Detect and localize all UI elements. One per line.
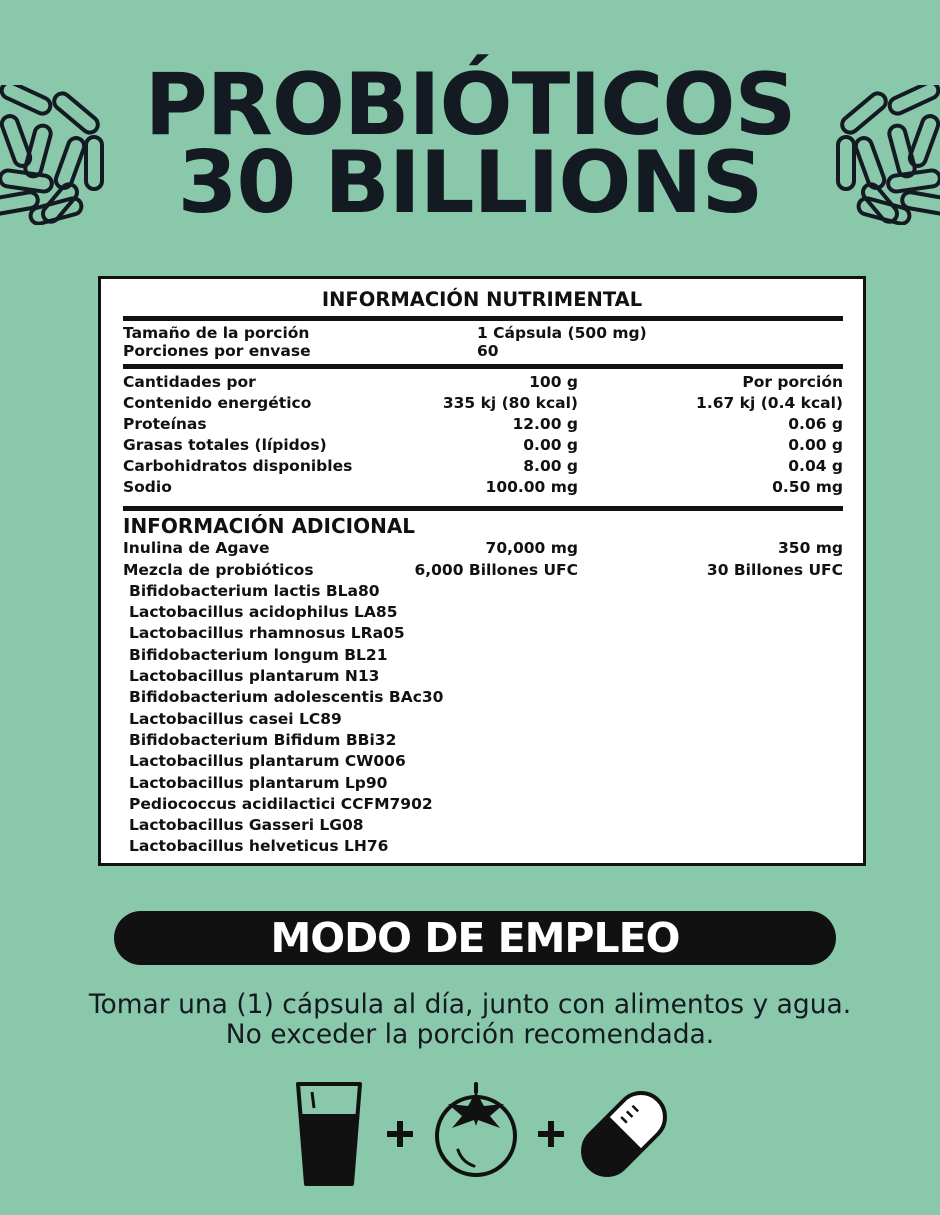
additional-info-title: INFORMACIÓN ADICIONAL — [123, 514, 416, 538]
additional-label: Inulina de Agave — [123, 539, 270, 557]
plus-icon — [538, 1121, 564, 1147]
nutrient-per-serving: 0.50 mg — [772, 478, 843, 496]
nutrient-label: Proteínas — [123, 415, 207, 433]
nutrient-label: Carbohidratos disponibles — [123, 457, 353, 475]
nutrient-per-serving: 0.04 g — [788, 457, 843, 475]
nutrition-row — [123, 477, 843, 498]
nutrition-row — [123, 456, 843, 477]
nutrient-label: Contenido energético — [123, 394, 312, 412]
tomato-icon — [437, 1084, 515, 1175]
nutrient-per100: 12.00 g — [512, 415, 578, 433]
serving-size-label: Tamaño de la porción — [123, 324, 310, 342]
nutrition-row — [123, 435, 843, 456]
water-glass-icon — [298, 1084, 360, 1184]
nutrition-facts-panel — [98, 276, 866, 866]
additional-row — [123, 538, 843, 559]
nutrient-label: Sodio — [123, 478, 172, 496]
usage-icons — [290, 1078, 680, 1190]
additional-per100: 70,000 mg — [485, 539, 578, 557]
divider — [123, 364, 843, 369]
strain-item: Pediococcus acidilactici CCFM7902 — [129, 795, 433, 813]
strain-item: Bifidobacterium lactis BLa80 — [129, 582, 380, 600]
strain-item: Lactobacillus rhamnosus LRa05 — [129, 624, 405, 642]
nutrient-per100: 335 kj (80 kcal) — [442, 394, 578, 412]
additional-per-serving: 350 mg — [778, 539, 843, 557]
nutrient-per-serving: 1.67 kj (0.4 kcal) — [696, 394, 843, 412]
per-serving-header: Por porción — [742, 373, 843, 391]
strain-item: Bifidobacterium Bifidum BBi32 — [129, 731, 397, 749]
strain-item: Bifidobacterium longum BL21 — [129, 646, 388, 664]
page-title — [0, 55, 940, 233]
strain-item: Lactobacillus plantarum N13 — [129, 667, 380, 685]
nutrition-title: INFORMACIÓN NUTRIMENTAL — [321, 288, 643, 311]
title-line-2: 30 BILLIONS — [177, 133, 763, 233]
nutrient-per100: 8.00 g — [523, 457, 578, 475]
additional-label: Mezcla de probióticos — [123, 561, 314, 579]
divider — [123, 506, 843, 511]
nutrition-row — [123, 393, 843, 414]
serving-size-value: 1 Cápsula (500 mg) — [477, 324, 647, 342]
nutrient-per100: 0.00 g — [523, 436, 578, 454]
usage-heading: MODO DE EMPLEO — [114, 911, 836, 965]
strain-item: Lactobacillus casei LC89 — [129, 710, 342, 728]
nutrition-row — [123, 414, 843, 435]
divider — [123, 316, 843, 321]
servings-row — [123, 341, 843, 362]
strain-item: Lactobacillus plantarum CW006 — [129, 752, 406, 770]
per100-header: 100 g — [529, 373, 578, 391]
nutrient-per-serving: 0.06 g — [788, 415, 843, 433]
title-line-1: PROBIÓTICOS — [144, 55, 796, 155]
additional-row — [123, 560, 843, 581]
strain-item: Bifidobacterium adolescentis BAc30 — [129, 688, 444, 706]
strain-item: Lactobacillus Gasseri LG08 — [129, 816, 364, 834]
nutrient-per100: 100.00 mg — [485, 478, 578, 496]
instruction-line-1: Tomar una (1) cápsula al día, junto con alimentos y agua. — [88, 989, 852, 1020]
servings-value: 60 — [477, 342, 499, 360]
capsule-icon — [573, 1083, 675, 1185]
additional-per100: 6,000 Billones UFC — [414, 561, 578, 579]
strain-item: Lactobacillus helveticus LH76 — [129, 837, 389, 855]
amounts-label: Cantidades por — [123, 373, 256, 391]
additional-per-serving: 30 Billones UFC — [706, 561, 843, 579]
plus-icon — [387, 1121, 413, 1147]
servings-label: Porciones por envase — [123, 342, 311, 360]
usage-instructions — [0, 990, 940, 1050]
strain-item: Lactobacillus plantarum Lp90 — [129, 774, 388, 792]
nutrient-label: Grasas totales (lípidos) — [123, 436, 327, 454]
instruction-line-2: No exceder la porción recomendada. — [225, 1019, 715, 1050]
nutrition-header-row — [123, 372, 843, 393]
strain-item: Lactobacillus acidophilus LA85 — [129, 603, 398, 621]
nutrient-per-serving: 0.00 g — [788, 436, 843, 454]
